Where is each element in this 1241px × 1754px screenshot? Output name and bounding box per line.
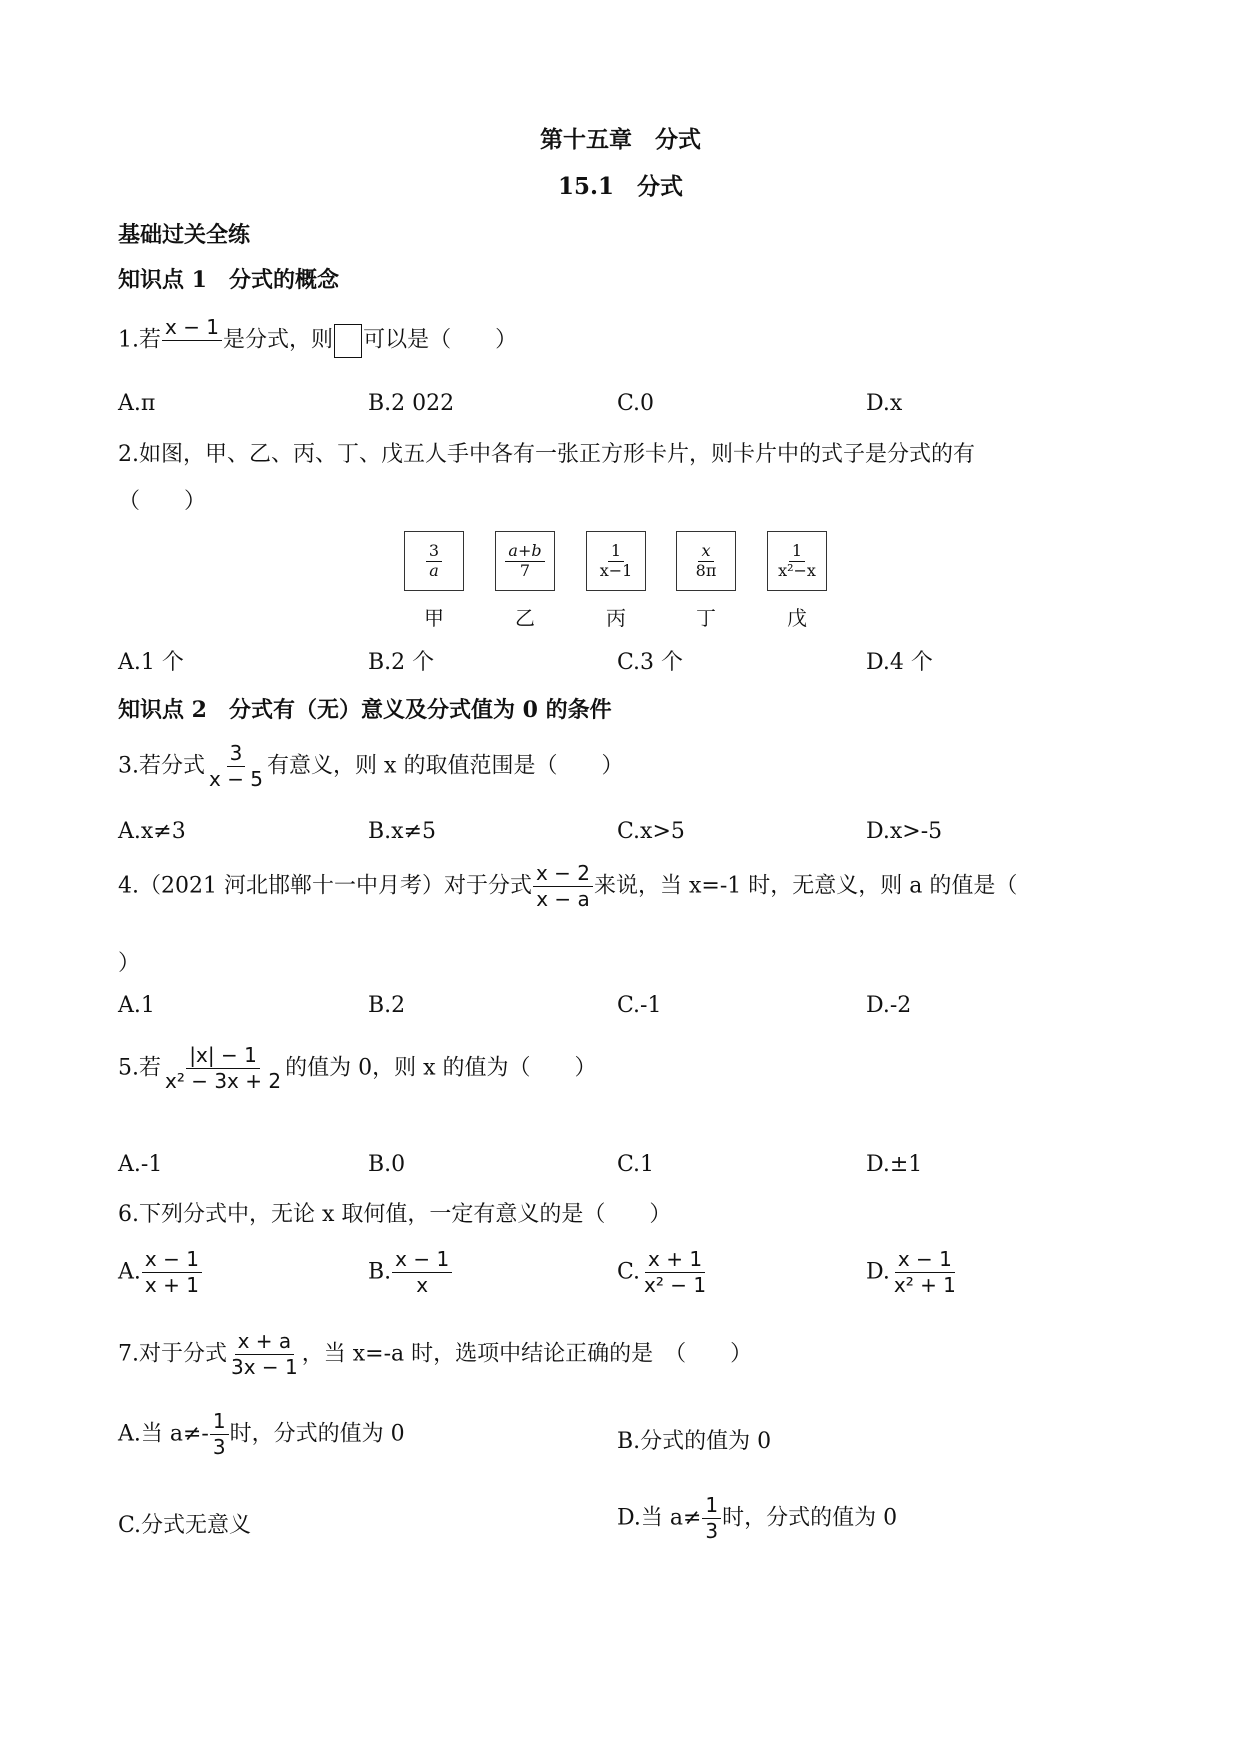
q5-option-c: C.1 xyxy=(617,1152,655,1177)
card-wu-den: x²−x xyxy=(778,560,816,580)
card-bing xyxy=(586,531,646,591)
q3-option-c: C.x>5 xyxy=(617,819,685,844)
card-jia-den: a xyxy=(429,560,439,580)
q6-a-fraction xyxy=(142,1248,202,1297)
q4-option-c: C.-1 xyxy=(617,993,662,1018)
q3-option-a: A.x≠3 xyxy=(118,819,186,844)
q1-numerator: x − 1 xyxy=(162,316,222,341)
question-4-stem xyxy=(118,862,1017,911)
q2-option-a: A.1 个 xyxy=(118,650,184,675)
q7-option-a xyxy=(118,1410,405,1459)
question-4-stem-line2: ） xyxy=(118,951,141,976)
practice-title: 基础过关全练 xyxy=(118,222,251,248)
knowledge-point-1: 知识点 1 分式的概念 xyxy=(118,267,339,293)
q2-option-d: D.4 个 xyxy=(866,650,933,675)
card-ding xyxy=(676,531,736,591)
q7-a-pre: A.当 a≠- xyxy=(118,1421,209,1447)
q7-post: ，当 x=-a 时，选项中结论正确的是 （ ） xyxy=(301,1341,753,1367)
q5-pre: 5.若 xyxy=(118,1055,161,1081)
card-jia-num: 3 xyxy=(426,542,442,561)
q7-d-num: 1 xyxy=(702,1494,721,1519)
q3-denominator: x − 5 xyxy=(209,767,264,791)
chapter-title: 第十五章 分式 xyxy=(540,126,701,153)
q6-b-label: B. xyxy=(368,1259,392,1285)
q6-option-c xyxy=(617,1248,710,1297)
card-ding-num: x xyxy=(698,542,713,561)
card-label-bing: 丙 xyxy=(606,606,626,630)
q5-post: 的值为 0，则 x 的值为（ ） xyxy=(285,1055,597,1081)
q6-b-fraction xyxy=(392,1248,452,1297)
q1-post: 可以是（ ） xyxy=(363,327,518,353)
q4-post: 来说，当 x=-1 时，无意义，则 a 的值是（ xyxy=(594,873,1018,899)
card-wu xyxy=(767,531,827,591)
q5-numerator: |x| − 1 xyxy=(186,1044,260,1069)
card-yi-den: 7 xyxy=(519,560,531,580)
q4-pre: 4.（2021 河北邯郸十一中月考）对于分式 xyxy=(118,873,532,899)
q3-option-d: D.x>-5 xyxy=(866,819,943,844)
q7-d-den: 3 xyxy=(705,1519,719,1543)
q7-a-den: 3 xyxy=(212,1435,226,1459)
q7-option-d xyxy=(617,1494,897,1543)
card-jia xyxy=(404,531,464,591)
q6-d-label: D. xyxy=(866,1259,890,1285)
q4-option-b: B.2 xyxy=(368,993,406,1018)
q3-post: 有意义，则 x 的取值范围是（ ） xyxy=(267,753,624,779)
q6-a-num: x − 1 xyxy=(142,1248,202,1273)
q6-c-den: x² − 1 xyxy=(644,1273,707,1297)
question-3-stem xyxy=(118,742,623,791)
q7-option-b: B.分式的值为 0 xyxy=(617,1429,772,1454)
q7-d-fraction xyxy=(702,1494,721,1543)
card-bing-num: 1 xyxy=(608,542,624,561)
q5-option-a: A.-1 xyxy=(118,1152,163,1177)
card-yi xyxy=(495,531,555,591)
card-wu-num: 1 xyxy=(789,542,805,561)
q6-a-den: x + 1 xyxy=(144,1273,199,1297)
knowledge-point-2: 知识点 2 分式有（无）意义及分式值为 0 的条件 xyxy=(118,697,612,723)
q6-c-num: x + 1 xyxy=(645,1248,705,1273)
q6-option-b xyxy=(368,1248,453,1297)
card-label-yi: 乙 xyxy=(515,606,535,630)
q3-fraction xyxy=(206,742,266,791)
q3-option-b: B.x≠5 xyxy=(368,819,436,844)
q6-c-label: C. xyxy=(617,1259,641,1285)
question-5-stem xyxy=(118,1044,596,1093)
q3-numerator: 3 xyxy=(227,742,246,767)
q6-b-den: x xyxy=(416,1273,429,1297)
q6-c-fraction xyxy=(641,1248,709,1297)
card-label-ding: 丁 xyxy=(696,606,716,630)
q6-option-a xyxy=(118,1248,203,1297)
q1-fraction xyxy=(162,316,222,365)
q1-option-c: C.0 xyxy=(617,391,655,416)
q6-option-d xyxy=(866,1248,960,1297)
q1-option-b: B.2 022 xyxy=(368,391,455,416)
q2-option-b: B.2 个 xyxy=(368,650,435,675)
q4-option-a: A.1 xyxy=(118,993,155,1018)
q5-fraction xyxy=(162,1044,284,1093)
q7-a-num: 1 xyxy=(210,1410,229,1435)
q7-option-c: C.分式无意义 xyxy=(118,1513,252,1538)
q7-numerator: x + a xyxy=(235,1330,295,1355)
q7-pre: 7.对于分式 xyxy=(118,1341,227,1367)
q7-a-fraction xyxy=(210,1410,229,1459)
card-bing-den: x−1 xyxy=(599,560,633,580)
question-1-stem xyxy=(118,316,517,365)
question-2-stem-line2: （ ） xyxy=(118,489,207,514)
question-2-stem: 2.如图，甲、乙、丙、丁、戊五人手中各有一张正方形卡片，则卡片中的式子是分式的有 xyxy=(118,442,975,467)
q3-pre: 3.若分式 xyxy=(118,753,205,779)
q5-option-d: D.±1 xyxy=(866,1152,923,1177)
card-yi-num: a+b xyxy=(505,542,544,561)
q1-option-d: D.x xyxy=(866,391,903,416)
q6-b-num: x − 1 xyxy=(392,1248,452,1273)
q6-d-fraction xyxy=(891,1248,959,1297)
q5-denominator: x² − 3x + 2 xyxy=(165,1069,282,1093)
q5-option-b: B.0 xyxy=(368,1152,406,1177)
q1-pre: 1.若 xyxy=(118,327,161,353)
q7-denominator: 3x − 1 xyxy=(231,1355,298,1379)
q7-a-post: 时，分式的值为 0 xyxy=(229,1421,405,1447)
q4-numerator: x − 2 xyxy=(533,862,593,887)
q1-option-a: A.π xyxy=(118,391,156,416)
q1-denominator-blank xyxy=(186,341,198,365)
q6-d-den: x² + 1 xyxy=(893,1273,956,1297)
section-title: 15.1 分式 xyxy=(557,173,684,200)
q6-d-num: x − 1 xyxy=(895,1248,955,1273)
q2-option-c: C.3 个 xyxy=(617,650,684,675)
q6-a-label: A. xyxy=(118,1259,141,1285)
card-label-wu: 戊 xyxy=(787,606,807,630)
card-ding-den: 8π xyxy=(695,560,717,580)
q4-option-d: D.-2 xyxy=(866,993,912,1018)
q4-fraction xyxy=(533,862,593,911)
q7-fraction xyxy=(228,1330,301,1379)
q4-denominator: x − a xyxy=(536,887,590,911)
card-label-jia: 甲 xyxy=(424,606,444,630)
question-6-stem: 6.下列分式中，无论 x 取何值，一定有意义的是（ ） xyxy=(118,1202,672,1227)
q7-d-pre: D.当 a≠ xyxy=(617,1505,702,1531)
q1-mid: 是分式，则 xyxy=(223,327,334,353)
question-7-stem xyxy=(118,1330,752,1379)
blank-box xyxy=(334,324,362,358)
q7-d-post: 时，分式的值为 0 xyxy=(722,1505,898,1531)
